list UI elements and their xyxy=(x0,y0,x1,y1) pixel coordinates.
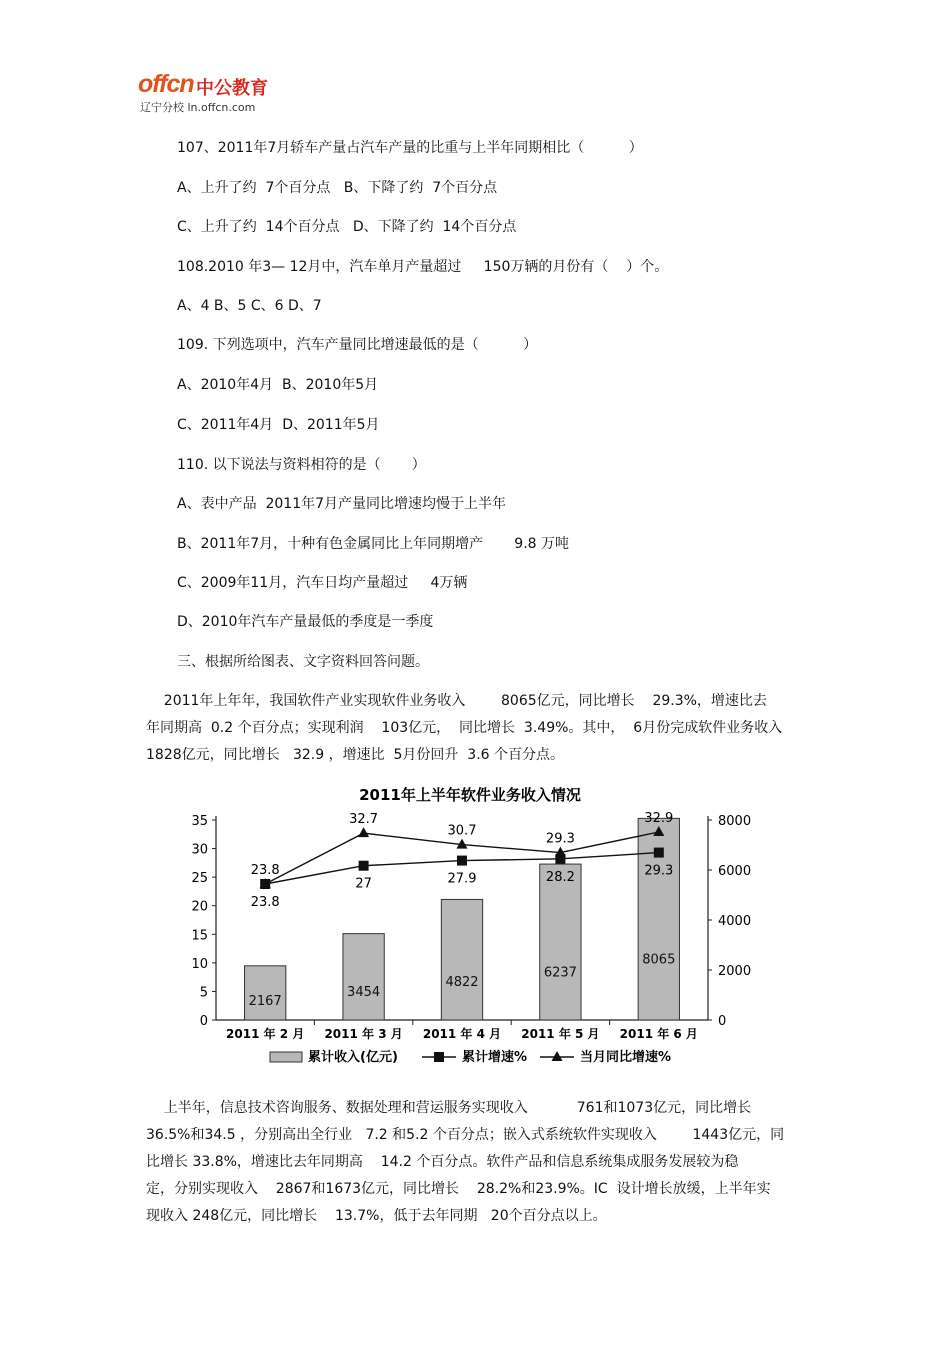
triangle-marker xyxy=(358,827,369,837)
legend-label: 累计增速% xyxy=(462,1050,528,1065)
monthly-growth-label: 32.7 xyxy=(349,812,379,828)
question-110-option-b: B、2011年7月，十种有色金属同比上年同期增产 9.8 万吨 xyxy=(177,536,570,552)
question-109-options-cd: C、2011年4月 D、2011年5月 xyxy=(177,417,380,433)
question-109: 109. 下列选项中，汽车产量同比增速最低的是（ ） xyxy=(177,337,538,353)
left-tick-label: 0 xyxy=(199,1014,208,1029)
monthly-growth-label: 30.7 xyxy=(447,823,477,839)
paragraph-line: 36.5%和34.5 ，分别高出全行业 7.2 和5.2 个百分点；嵌入式系统软件实现收入 1443亿元，同 xyxy=(146,1127,785,1143)
revenue-bar xyxy=(540,864,581,1020)
left-tick-label: 5 xyxy=(199,985,208,1001)
question-107: 107、2011年7月轿车产量占汽车产量的比重与上半年同期相比（ ） xyxy=(177,140,643,156)
x-tick-label: 2011 年 4 月 xyxy=(422,1027,502,1041)
left-tick-label: 15 xyxy=(191,928,208,944)
paragraph-line: 现收入 248亿元，同比增长 13.7%，低于去年同期 20个百分点以上。 xyxy=(146,1208,607,1224)
revenue-bar xyxy=(343,934,384,1020)
left-tick-label: 10 xyxy=(191,956,208,972)
right-tick-label: 2000 xyxy=(718,964,752,979)
question-109-options-ab: A、2010年4月 B、2010年5月 xyxy=(177,377,379,393)
x-tick-label: 2011 年 3 月 xyxy=(324,1027,403,1041)
detail-paragraph xyxy=(146,1095,806,1230)
legend-triangle-marker xyxy=(552,1051,563,1061)
question-110: 110. 以下说法与资料相符的是（ ） xyxy=(177,457,426,473)
bar-value-label: 3454 xyxy=(347,984,381,1000)
right-tick-label: 4000 xyxy=(718,914,752,929)
square-marker xyxy=(359,861,369,871)
paragraph-line: 比增长 33.8%，增速比去年同期高 14.2 个百分点。软件产品和信息系统集成服务发展较为稳 xyxy=(146,1154,739,1170)
x-tick-label: 2011 年 6 月 xyxy=(619,1027,698,1041)
square-marker xyxy=(654,848,664,858)
bar-value-label: 8065 xyxy=(642,952,676,968)
paragraph-line: 上半年，信息技术咨询服务、数据处理和营运服务实现收入 761和1073亿元，同比增长 xyxy=(146,1100,752,1116)
paragraph-line: 2011年上年年，我国软件产业实现软件业务收入 8065亿元，同比增长 29.3%，增速比去 xyxy=(146,693,767,709)
question-110-option-a: A、表中产品 2011年7月产量同比增速均慢于上半年 xyxy=(177,496,507,512)
question-107-options-cd: C、上升了约 14个百分点 D、下降了约 14个百分点 xyxy=(177,219,517,235)
question-108-options: A、4 B、5 C、6 D、7 xyxy=(177,298,322,314)
offcn-logo xyxy=(138,70,298,116)
cumulative-growth-label: 27.9 xyxy=(447,871,477,887)
paragraph-line: 定，分别实现收入 2867和1673亿元，同比增长 28.2%和23.9%。IC 设计增长放缓，上半年实 xyxy=(146,1181,771,1197)
left-tick-label: 25 xyxy=(191,871,208,887)
left-tick-label: 30 xyxy=(191,842,208,858)
left-tick-label: 20 xyxy=(191,899,208,915)
left-tick-label: 35 xyxy=(191,814,208,829)
question-110-option-d: D、2010年汽车产量最低的季度是一季度 xyxy=(177,614,434,630)
x-tick-label: 2011 年 5 月 xyxy=(521,1027,600,1041)
chart-title: 2011年上半年软件业务收入情况 xyxy=(359,786,581,804)
square-marker xyxy=(457,856,467,866)
logo-subtitle: 辽宁分校 ln.offcn.com xyxy=(140,101,256,114)
cumulative-growth-label: 29.3 xyxy=(644,863,674,879)
cumulative-growth-label: 27 xyxy=(355,876,372,892)
legend-bar-swatch xyxy=(270,1052,302,1062)
right-tick-label: 6000 xyxy=(718,864,752,879)
logo-wordmark: offcn xyxy=(138,70,194,98)
paragraph-line: 1828亿元，同比增长 32.9 ，增速比 5月份回升 3.6 个百分点。 xyxy=(146,747,565,763)
cumulative-growth-label: 23.8 xyxy=(250,895,280,910)
question-110-option-c: C、2009年11月，汽车日均产量超过 4万辆 xyxy=(177,575,468,591)
right-tick-label: 8000 xyxy=(718,814,752,829)
monthly-growth-label: 23.8 xyxy=(250,863,280,878)
bar-value-label: 6237 xyxy=(543,965,577,981)
intro-paragraph xyxy=(146,688,806,769)
monthly-growth-label: 32.9 xyxy=(644,811,674,826)
legend-label: 当月同比增速% xyxy=(580,1050,672,1065)
logo-chinese-name: 中公教育 xyxy=(196,78,268,99)
software-revenue-chart xyxy=(180,778,752,1078)
legend-square-marker xyxy=(434,1052,444,1062)
question-107-options-ab: A、上升了约 7个百分点 B、下降了约 7个百分点 xyxy=(177,180,498,196)
right-tick-label: 0 xyxy=(718,1014,727,1029)
monthly-growth-label: 29.3 xyxy=(545,831,575,847)
bar-value-label: 2167 xyxy=(248,993,282,1009)
cumulative-growth-label: 28.2 xyxy=(545,869,575,885)
bar-value-label: 4822 xyxy=(445,975,479,991)
paragraph-line: 年同期高 0.2 个百分点；实现利润 103亿元， 同比增长 3.49%。其中， 6月份完成软件业务收入 xyxy=(146,720,783,736)
legend-label: 累计收入(亿元) xyxy=(308,1050,398,1065)
x-tick-label: 2011 年 2 月 xyxy=(226,1027,305,1041)
question-108: 108.2010 年3— 12月中，汽车单月产量超过 150万辆的月份有（ ）个。 xyxy=(177,259,669,275)
section-heading: 三、根据所给图表、文字资料回答问题。 xyxy=(177,654,429,670)
revenue-bar xyxy=(441,899,482,1020)
